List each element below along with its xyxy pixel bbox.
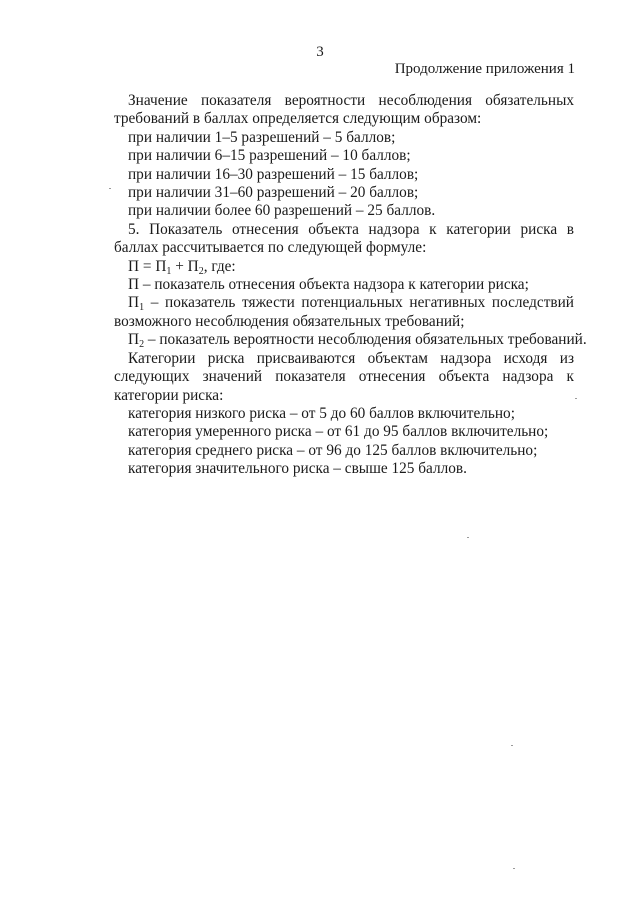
formula-plus: + П [171, 257, 199, 275]
category-list [114, 405, 574, 479]
point-5-paragraph: 5. Показатель отнесения объекта надзора к категории риска в баллах рассчитывается по следующей формуле: [114, 220, 574, 257]
scan-speck [511, 745, 513, 746]
page-number: 3 [316, 44, 324, 60]
formula-sub-2: 2 [198, 265, 204, 277]
definition-p1-text: – показатель тяжести потенциальных негативных последствий возможного несоблюдения обязательных требований; [114, 294, 574, 330]
definition-p1-sub: 1 [139, 302, 145, 314]
scan-speck [575, 398, 577, 399]
definition-p1-symbol: П [128, 294, 140, 312]
formula-lhs: П = П [128, 257, 167, 275]
definition-p1 [114, 294, 574, 331]
definition-p2-sub: 2 [139, 339, 145, 351]
continuation-label: Продолжение приложения 1 [394, 61, 575, 77]
category-item: категория низкого риска – от 5 до 60 баллов включительно; [128, 404, 515, 422]
category-item: категория умеренного риска – от 61 до 95 баллов включительно; [128, 423, 549, 441]
permit-item: при наличии 1–5 разрешений – 5 баллов; [128, 128, 396, 146]
definition-p2-symbol: П [128, 331, 140, 349]
permit-item: при наличии 16–30 разрешений – 15 баллов; [128, 165, 419, 183]
intro-paragraph: Значение показателя вероятности несоблюдения обязательных требований в баллах определяется следующим образом: [114, 92, 574, 128]
permit-item: при наличии 31–60 разрешений – 20 баллов; [128, 184, 419, 202]
formula [114, 258, 574, 276]
permit-item: при наличии более 60 разрешений – 25 баллов. [128, 202, 436, 220]
definition-p: П – показатель отнесения объекта надзора к категории риска; [128, 276, 529, 294]
definition-p2 [114, 331, 587, 351]
category-item: категория среднего риска – от 96 до 125 баллов включительно; [128, 441, 538, 459]
formula-sub-1: 1 [166, 265, 172, 277]
scan-speck [513, 868, 515, 869]
scan-speck [467, 537, 469, 538]
category-item: категория значительного риска – свыше 125 баллов. [128, 460, 467, 478]
definition-p2-text: – показатель вероятности несоблюдения обязательных требований. [144, 331, 587, 349]
document-body [114, 92, 587, 479]
permit-list [114, 129, 574, 221]
scan-speck [109, 188, 111, 189]
categories-intro-paragraph: Категории риска присваиваются объектам надзора исходя из следующих значений показателя отнесения объекта надзора к категории риска: [114, 349, 574, 404]
formula-tail: , где: [203, 257, 236, 275]
permit-item: при наличии 6–15 разрешений – 10 баллов; [128, 147, 411, 165]
